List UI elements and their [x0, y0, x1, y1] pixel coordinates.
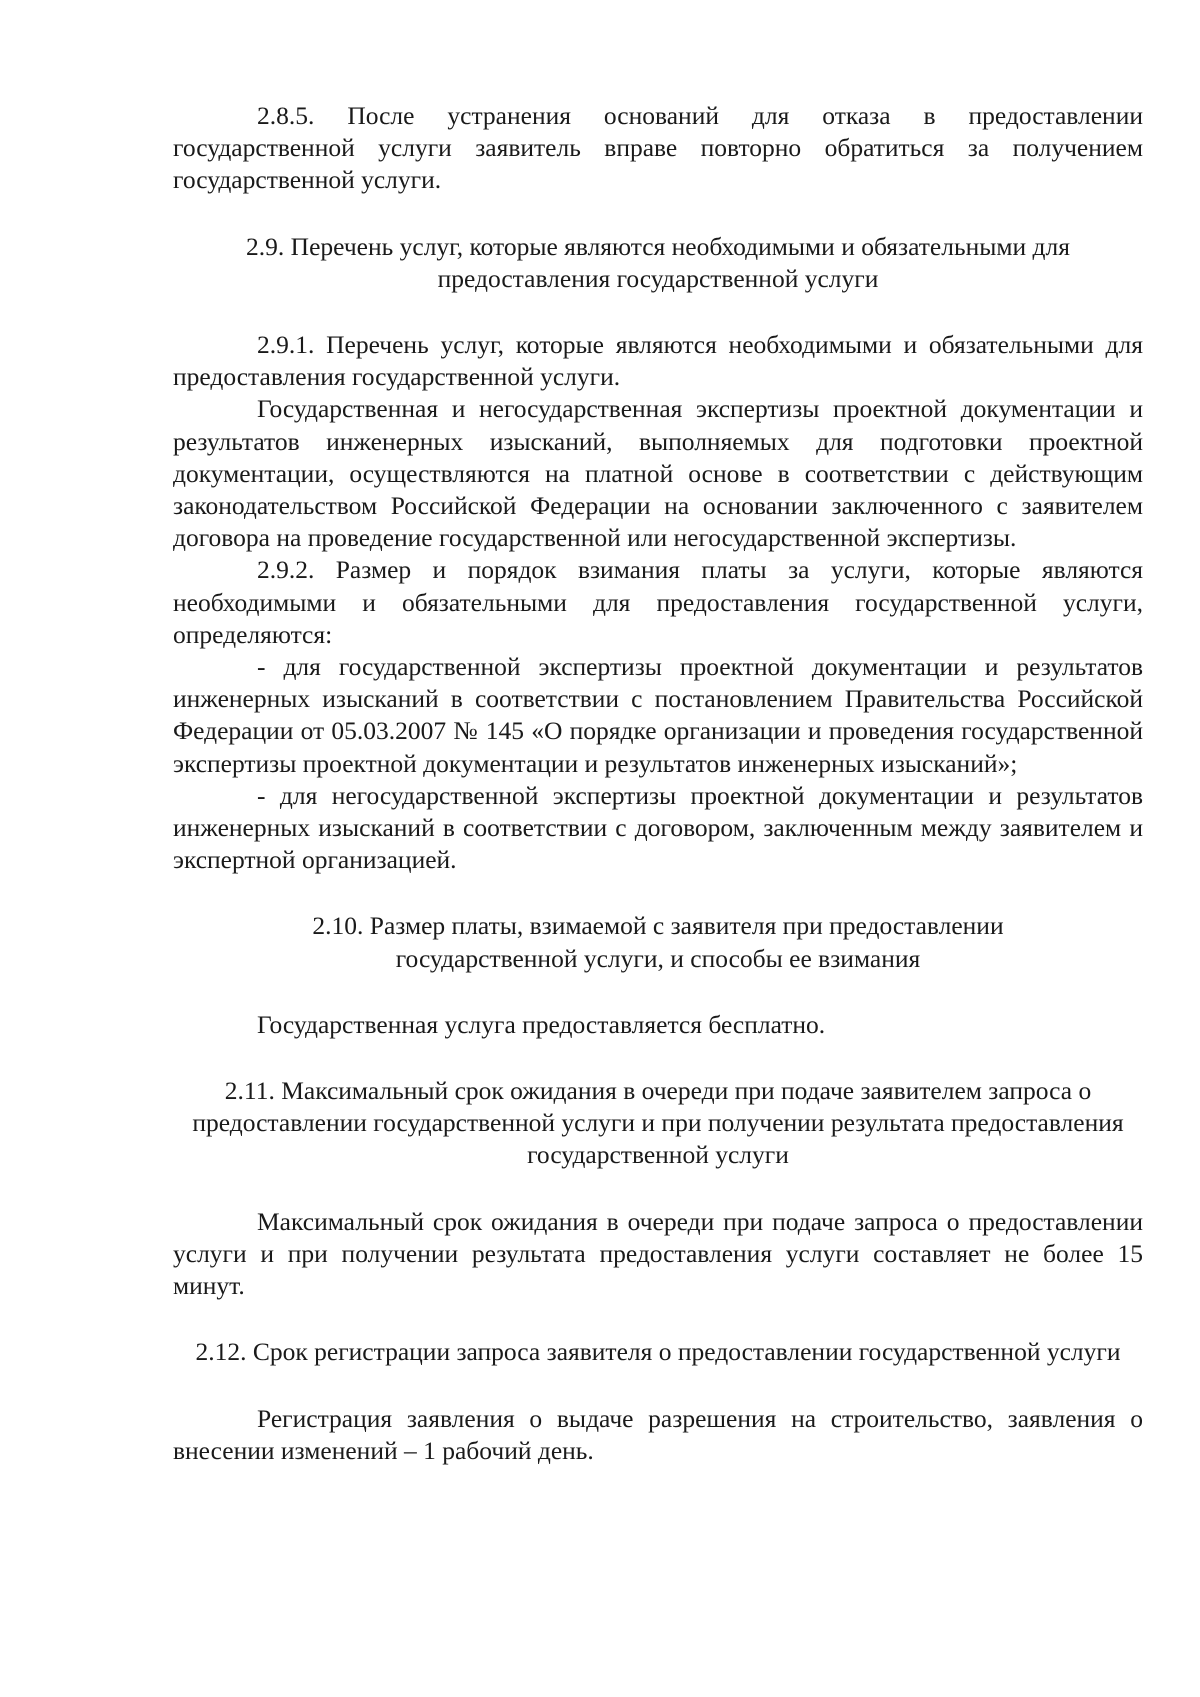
paragraph-2-9-2: 2.9.2. Размер и порядок взимания платы за услуги, которые являются необходимыми и обязательными для предоставления государственной услуги, определяются: [173, 555, 1143, 649]
paragraph-2-8-5: 2.8.5. После устранения оснований для отказа в предоставлении государственной услуги заявитель вправе повторно обратиться за получением государственной услуги. [173, 101, 1143, 195]
heading-2-12-text: 2.12. Срок регистрации запроса заявителя о предоставлении государственной услуги [195, 1337, 1121, 1367]
heading-2-12 [173, 1336, 1143, 1368]
list-item-nonstate-expertise: - для негосударственной экспертизы проектной документации и результатов инженерных изысканий в соответствии с договором, заключенным между заявителем и экспертной организацией. [173, 780, 1143, 875]
heading-2-11-text: 2.11. Максимальный срок ожидания в очереди при подаче заявителем запроса о предоставлении государственной услуги и при получении результата предоставления государственной услуги [192, 1076, 1124, 1170]
paragraph-2-9-1: 2.9.1. Перечень услуг, которые являются необходимыми и обязательными для предоставления государственной услуги. [173, 330, 1143, 392]
spacer [173, 1369, 1143, 1403]
spacer [173, 1172, 1143, 1206]
spacer [173, 1302, 1143, 1336]
spacer [173, 876, 1143, 910]
paragraph-registration-time: Регистрация заявления о выдаче разрешения на строительство, заявления о внесении изменений – 1 рабочий день. [173, 1403, 1143, 1465]
heading-2-10-text: 2.10. Размер платы, взимаемой с заявителя при предоставлении государственной услуги, и способы ее взимания [312, 911, 1004, 973]
spacer [173, 197, 1143, 231]
heading-2-9 [173, 231, 1143, 295]
spacer [173, 295, 1143, 329]
heading-2-9-text: 2.9. Перечень услуг, которые являются необходимыми и обязательными для предоставления государственной услуги [246, 231, 1070, 293]
heading-2-11 [173, 1075, 1143, 1172]
spacer [173, 1041, 1143, 1075]
paragraph-waiting-time: Максимальный срок ожидания в очереди при подаче запроса о предоставлении услуги и при получении результата предоставления услуги составляет не более 15 минут. [173, 1206, 1143, 1301]
list-item-state-expertise: - для государственной экспертизы проектной документации и результатов инженерных изысканий в соответствии с постановлением Правительства Российской Федерации от 05.03.2007 № 145 «О порядке организации и проведения государственной экспертизы проектной документации и результатов инженерных изысканий»; [173, 652, 1143, 778]
heading-2-10 [173, 910, 1143, 974]
paragraph-free-service: Государственная услуга предоставляется бесплатно. [257, 1009, 826, 1039]
paragraph-expertise-basis: Государственная и негосударственная экспертизы проектной документации и результатов инженерных изысканий, выполняемых для подготовки проектной документации, осуществляются на платной основе в соответствии с действующим законодательством Российской Федерации на основании заключенного с заявителем договора на проведение государственной или негосударственной экспертизы. [173, 394, 1143, 553]
document-page [173, 100, 1143, 1467]
spacer [173, 975, 1143, 1009]
